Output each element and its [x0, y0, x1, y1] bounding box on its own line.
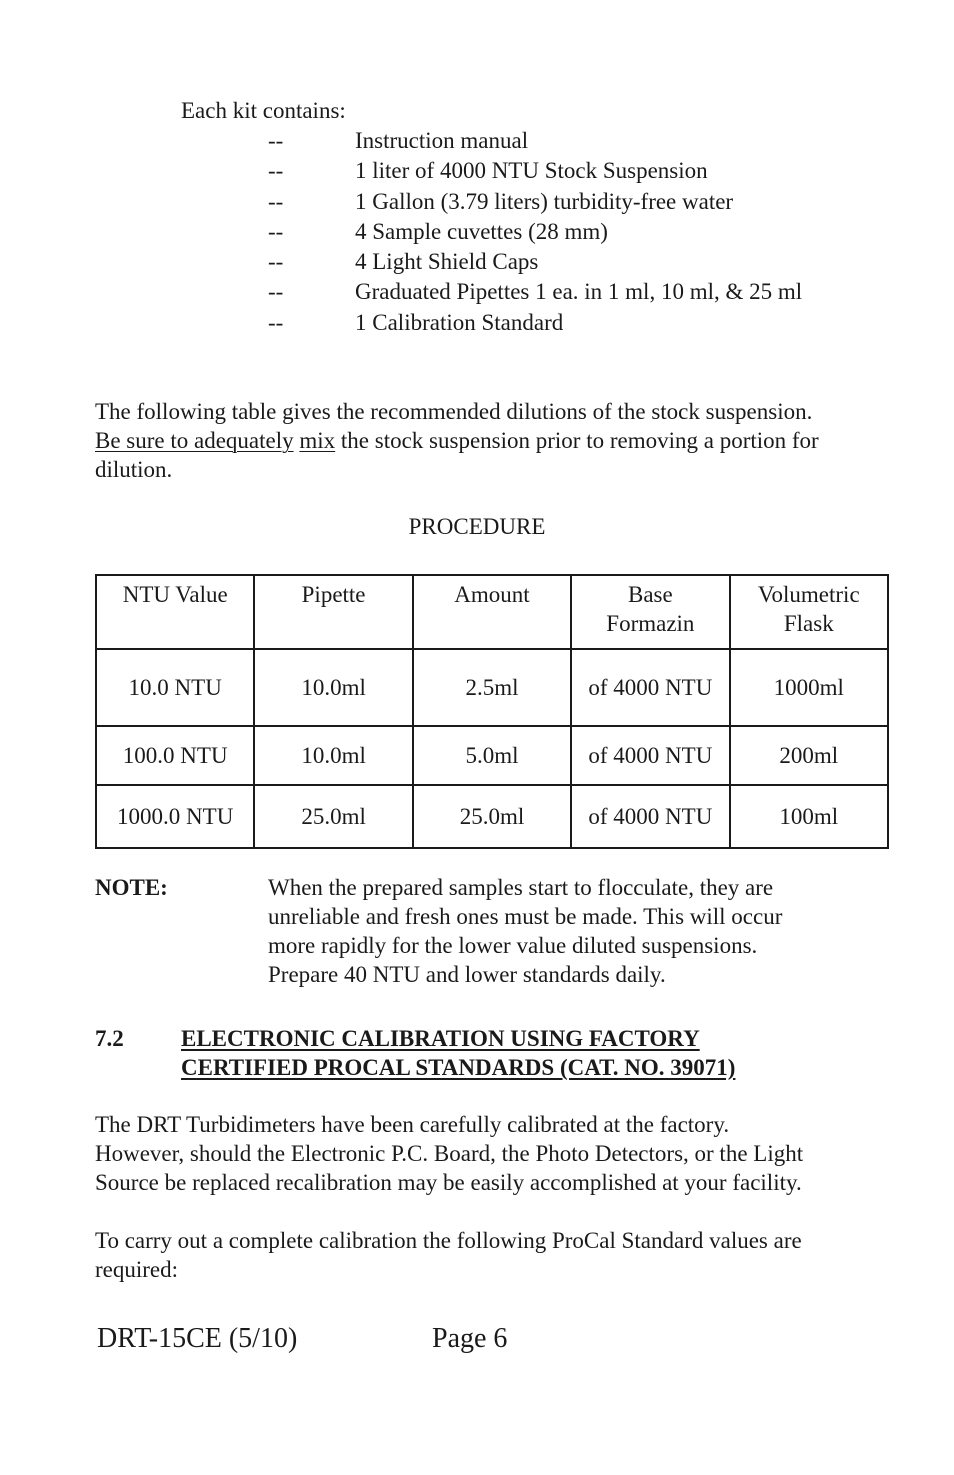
- adequately-mix-warning: Be sure to adequately: [95, 428, 294, 453]
- procedure-table: [95, 574, 889, 849]
- list-dash: --: [268, 158, 284, 184]
- list-dash: --: [268, 309, 284, 335]
- list-item-text: Instruction manual: [355, 128, 529, 153]
- table-cell: 100ml: [730, 785, 888, 848]
- table-row: [96, 785, 888, 848]
- table-cell: 100.0 NTU: [96, 726, 254, 785]
- table-cell: 5.0ml: [413, 726, 571, 785]
- header-ntu-value: NTU Value: [96, 575, 254, 649]
- table-row: [96, 649, 888, 726]
- list-dash: --: [268, 218, 284, 244]
- list-dash: --: [268, 249, 284, 275]
- table-cell: of 4000 NTU: [571, 726, 729, 785]
- table-cell: 10.0ml: [254, 726, 412, 785]
- dilution-rest: the stock suspension prior to removing a portion for dilution.: [95, 428, 819, 482]
- table-row: [96, 726, 888, 785]
- list-item-text: 4 Sample cuvettes (28 mm): [355, 218, 608, 244]
- table-cell: 2.5ml: [413, 649, 571, 726]
- table-cell: 1000.0 NTU: [96, 785, 254, 848]
- list-item-text: 1 Gallon (3.79 liters) turbidity-free water: [355, 188, 734, 214]
- section-title: ELECTRONIC CALIBRATION USING FACTORY CERTIFIED PROCAL STANDARDS (CAT. NO. 39071): [181, 1026, 736, 1080]
- section-number: 7.2: [95, 1026, 124, 1051]
- mix-emphasis: mix: [299, 428, 336, 453]
- calibration-paragraph: The DRT Turbidimeters have been carefully calibrated at the factory. However, should the Electronic P.C. Board, the Photo Detectors, or the Light Source be replaced recalibration may be easily accomplished at your facility.: [95, 1112, 804, 1195]
- procedure-title: PROCEDURE: [408, 514, 546, 539]
- header-pipette: Pipette: [254, 575, 412, 649]
- table-cell: of 4000 NTU: [571, 649, 729, 726]
- procal-requirements-paragraph: To carry out a complete calibration the following ProCal Standard values are required:: [95, 1228, 802, 1282]
- list-item: [268, 187, 802, 217]
- list-dash: --: [268, 188, 284, 214]
- list-item: [268, 308, 802, 338]
- footer-doc-id: DRT-15CE (5/10): [97, 1323, 298, 1354]
- list-item: [268, 156, 802, 186]
- dilution-paragraph: [95, 397, 895, 484]
- list-item-text: 1 liter of 4000 NTU Stock Suspension: [355, 158, 708, 184]
- table-header-row: [96, 575, 888, 649]
- header-base-formazin: Base Formazin: [571, 575, 729, 649]
- table-cell: 10.0 NTU: [96, 649, 254, 726]
- header-amount: Amount: [413, 575, 571, 649]
- list-item: [268, 217, 802, 247]
- table-cell: 200ml: [730, 726, 888, 785]
- kit-intro: Each kit contains:: [181, 98, 346, 123]
- list-dash: --: [268, 128, 284, 153]
- list-item: [268, 126, 802, 156]
- dilution-intro: The following table gives the recommended dilutions of the stock suspension.: [95, 399, 813, 424]
- list-item-text: Graduated Pipettes 1 ea. in 1 ml, 10 ml, & 25 ml: [355, 279, 803, 305]
- table-cell: 25.0ml: [254, 785, 412, 848]
- table-cell: of 4000 NTU: [571, 785, 729, 848]
- kit-contents-list: [268, 126, 802, 338]
- list-item: [268, 277, 802, 307]
- table-cell: 25.0ml: [413, 785, 571, 848]
- list-item-text: 1 Calibration Standard: [355, 309, 564, 335]
- header-volumetric-flask: Volumetric Flask: [730, 575, 888, 649]
- note-text: When the prepared samples start to flocculate, they are unreliable and fresh ones must be made. This will occur more rapidly for the lower value diluted suspensions. Prepare 40 NTU and lower standards daily.: [268, 875, 783, 987]
- note-label: NOTE:: [95, 875, 168, 900]
- table-cell: 1000ml: [730, 649, 888, 726]
- list-item: [268, 247, 802, 277]
- footer-page-number: Page 6: [432, 1323, 508, 1354]
- table-cell: 10.0ml: [254, 649, 412, 726]
- list-item-text: 4 Light Shield Caps: [355, 249, 539, 275]
- list-dash: --: [268, 279, 284, 305]
